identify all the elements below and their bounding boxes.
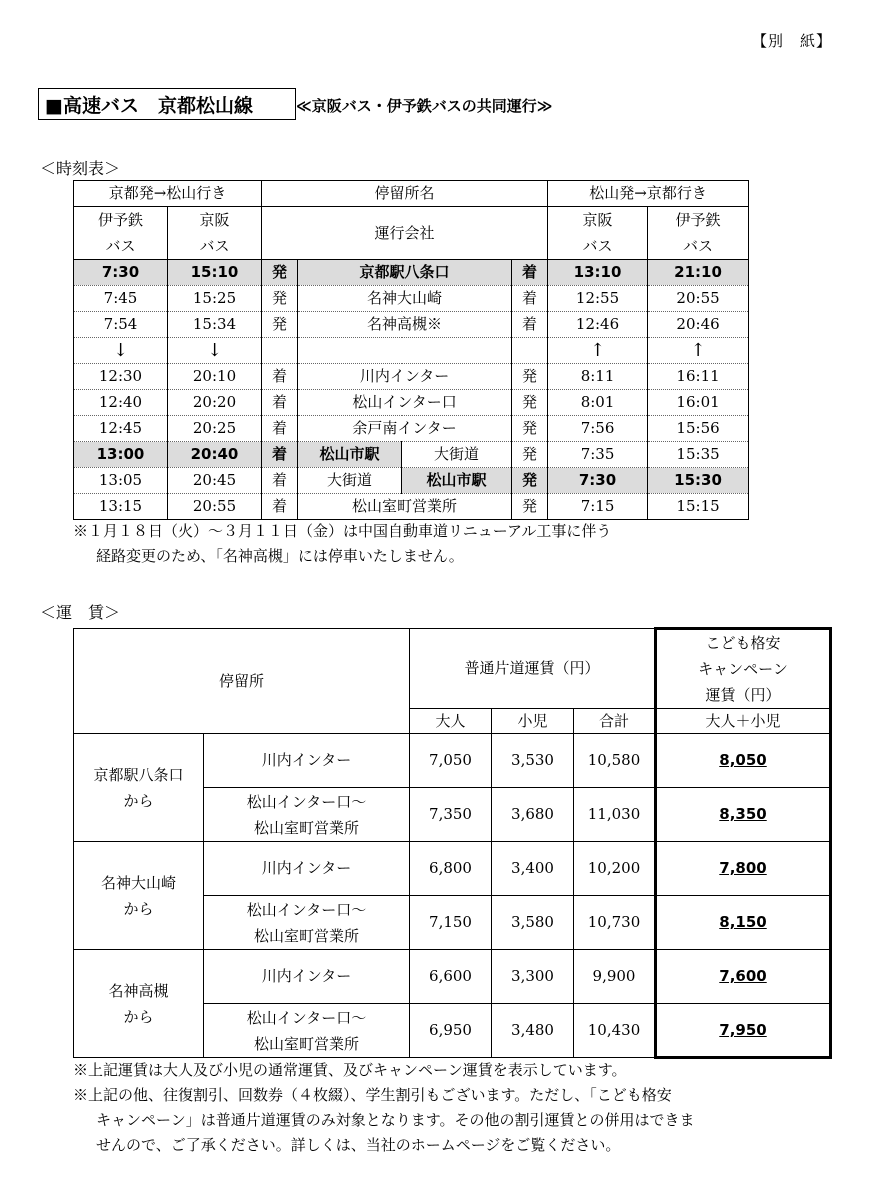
time-cell: 13:15: [74, 494, 168, 520]
campaign-fare: 8,350: [656, 788, 831, 842]
stop-name: 名神大山崎: [298, 286, 512, 312]
up-arrow-icon: ↑: [648, 338, 749, 364]
dep-arr-mark: 着: [262, 390, 298, 416]
campaign-fare: 7,950: [656, 1004, 831, 1058]
dep-arr-mark: 着: [512, 260, 548, 286]
time-cell: 13:05: [74, 468, 168, 494]
header-normal-fare: 普通片道運賃（円）: [410, 629, 656, 709]
destination-stop: 松山インター口～ 松山室町営業所: [204, 788, 410, 842]
header-iyotetsu-bus: 伊予鉄 バス: [74, 207, 168, 260]
timetable-row: [74, 286, 749, 312]
origin-stop: 京都駅八条口 から: [74, 734, 204, 842]
dep-arr-mark: 発: [512, 494, 548, 520]
time-cell: 15:56: [648, 416, 749, 442]
time-cell: 13:10: [548, 260, 648, 286]
time-cell: 12:40: [74, 390, 168, 416]
header-kyoto-to-matsuyama: 京都発→松山行き: [74, 181, 262, 207]
total-fare: 10,430: [574, 1004, 656, 1058]
time-cell: 21:10: [648, 260, 749, 286]
adult-fare: 7,350: [410, 788, 492, 842]
fare-note: キャンペーン」は普通片道運賃のみ対象となります。その他の割引運賃との併用はできま: [96, 1111, 695, 1129]
stop-name: 松山インター口: [298, 390, 512, 416]
timetable-row: [74, 260, 749, 286]
fare-row: [74, 950, 831, 1004]
dep-arr-mark: 発: [512, 364, 548, 390]
child-fare: 3,480: [492, 1004, 574, 1058]
time-cell: 12:46: [548, 312, 648, 338]
adult-fare: 6,800: [410, 842, 492, 896]
time-cell: 15:34: [168, 312, 262, 338]
up-arrow-icon: ↑: [548, 338, 648, 364]
time-cell: 15:30: [648, 468, 749, 494]
timetable-row: [74, 494, 749, 520]
dep-arr-mark: 着: [262, 442, 298, 468]
origin-stop: 名神大山崎 から: [74, 842, 204, 950]
dep-arr-mark: 発: [512, 442, 548, 468]
header-keihan-bus-return: 京阪 バス: [548, 207, 648, 260]
time-cell: 20:10: [168, 364, 262, 390]
destination-stop: 松山インター口～ 松山室町営業所: [204, 1004, 410, 1058]
time-cell: 7:30: [548, 468, 648, 494]
fare-note: ※上記運賃は大人及び小児の通常運賃、及びキャンペーン運賃を表示しています。: [73, 1061, 627, 1079]
dep-arr-mark: 発: [512, 390, 548, 416]
time-cell: 8:01: [548, 390, 648, 416]
fare-note: せんので、ご了承ください。詳しくは、当社のホームページをご覧ください。: [96, 1136, 621, 1154]
fare-row: [74, 842, 831, 896]
down-arrow-icon: ↓: [74, 338, 168, 364]
dep-arr-mark: 発: [262, 286, 298, 312]
timetable-label: ＜時刻表＞: [40, 159, 121, 178]
time-cell: 15:15: [648, 494, 749, 520]
adult-fare: 7,050: [410, 734, 492, 788]
time-cell: 12:55: [548, 286, 648, 312]
time-cell: 20:20: [168, 390, 262, 416]
time-cell: 15:25: [168, 286, 262, 312]
header-adult: 大人: [410, 709, 492, 734]
dep-arr-mark: [262, 338, 298, 364]
adult-fare: 6,600: [410, 950, 492, 1004]
dep-arr-mark: 着: [262, 468, 298, 494]
fare-label: ＜運 賃＞: [40, 603, 121, 622]
dep-arr-mark: 発: [262, 260, 298, 286]
time-cell: 20:25: [168, 416, 262, 442]
child-fare: 3,530: [492, 734, 574, 788]
time-cell: 15:10: [168, 260, 262, 286]
down-arrow-icon: ↓: [168, 338, 262, 364]
timetable-row-arrows: [74, 338, 749, 364]
campaign-fare: 8,050: [656, 734, 831, 788]
time-cell: 13:00: [74, 442, 168, 468]
dep-arr-mark: 発: [512, 468, 548, 494]
total-fare: 10,200: [574, 842, 656, 896]
destination-stop: 松山インター口～ 松山室町営業所: [204, 896, 410, 950]
time-cell: 20:46: [648, 312, 749, 338]
time-cell: 12:45: [74, 416, 168, 442]
time-cell: 7:45: [74, 286, 168, 312]
dep-arr-mark: 着: [262, 364, 298, 390]
fare-note: ※上記の他、往復割引、回数券（４枚綴）、学生割引もございます。ただし、「こども格安: [73, 1086, 672, 1104]
page-title: ■高速バス 京都松山線: [38, 88, 296, 120]
attachment-label: 【別 紙】: [752, 32, 833, 50]
timetable-row: [74, 416, 749, 442]
timetable-note: ※１月１８日（火）～３月１１日（金）は中国自動車道リニューアル工事に伴う: [73, 522, 612, 540]
adult-fare: 7,150: [410, 896, 492, 950]
timetable-row: [74, 364, 749, 390]
dep-arr-mark: 着: [512, 312, 548, 338]
header-campaign-fare: こども格安 キャンペーン 運賃（円）: [656, 629, 831, 709]
dep-arr-mark: 着: [262, 494, 298, 520]
dep-arr-mark: 着: [262, 416, 298, 442]
dep-arr-mark: 発: [512, 416, 548, 442]
campaign-fare: 7,800: [656, 842, 831, 896]
campaign-fare: 7,600: [656, 950, 831, 1004]
destination-stop: 川内インター: [204, 842, 410, 896]
timetable-row: [74, 390, 749, 416]
stop-name: 川内インター: [298, 364, 512, 390]
timetable-row: [74, 468, 749, 494]
time-cell: 7:35: [548, 442, 648, 468]
total-fare: 10,580: [574, 734, 656, 788]
campaign-fare: 8,150: [656, 896, 831, 950]
stop-name: 松山市駅: [298, 442, 402, 468]
time-cell: 7:15: [548, 494, 648, 520]
destination-stop: 川内インター: [204, 950, 410, 1004]
stop-name: 大街道: [298, 468, 402, 494]
child-fare: 3,400: [492, 842, 574, 896]
time-cell: 20:55: [648, 286, 749, 312]
time-cell: 7:30: [74, 260, 168, 286]
stop-name: [298, 338, 512, 364]
origin-stop: 名神高槻 から: [74, 950, 204, 1058]
dep-arr-mark: [512, 338, 548, 364]
header-iyotetsu-bus-return: 伊予鉄 バス: [648, 207, 749, 260]
fare-table: [73, 627, 832, 1059]
child-fare: 3,680: [492, 788, 574, 842]
destination-stop: 川内インター: [204, 734, 410, 788]
header-operator: 運行会社: [262, 207, 548, 260]
stop-name: 松山室町営業所: [298, 494, 512, 520]
time-cell: 16:01: [648, 390, 749, 416]
header-total: 合計: [574, 709, 656, 734]
stop-name: 京都駅八条口: [298, 260, 512, 286]
header-child: 小児: [492, 709, 574, 734]
timetable-row: [74, 442, 749, 468]
time-cell: 20:55: [168, 494, 262, 520]
timetable-note: 経路変更のため、「名神高槻」には停車いたしません。: [96, 547, 464, 565]
header-matsuyama-to-kyoto: 松山発→京都行き: [548, 181, 749, 207]
child-fare: 3,580: [492, 896, 574, 950]
timetable: [73, 180, 749, 520]
header-adult-plus-child: 大人＋小児: [656, 709, 831, 734]
adult-fare: 6,950: [410, 1004, 492, 1058]
time-cell: 16:11: [648, 364, 749, 390]
time-cell: 20:40: [168, 442, 262, 468]
time-cell: 7:54: [74, 312, 168, 338]
time-cell: 20:45: [168, 468, 262, 494]
total-fare: 10,730: [574, 896, 656, 950]
dep-arr-mark: 着: [512, 286, 548, 312]
total-fare: 9,900: [574, 950, 656, 1004]
page-subtitle: ≪京阪バス・伊予鉄バスの共同運行≫: [296, 97, 553, 115]
fare-row: [74, 734, 831, 788]
total-fare: 11,030: [574, 788, 656, 842]
header-stop-name: 停留所名: [262, 181, 548, 207]
child-fare: 3,300: [492, 950, 574, 1004]
stop-name: 名神高槻※: [298, 312, 512, 338]
dep-arr-mark: 発: [262, 312, 298, 338]
timetable-row: [74, 312, 749, 338]
time-cell: 15:35: [648, 442, 749, 468]
header-stop: 停留所: [74, 629, 410, 734]
time-cell: 7:56: [548, 416, 648, 442]
stop-name: 松山市駅: [402, 468, 512, 494]
time-cell: 8:11: [548, 364, 648, 390]
header-keihan-bus: 京阪 バス: [168, 207, 262, 260]
stop-name: 大街道: [402, 442, 512, 468]
time-cell: 12:30: [74, 364, 168, 390]
stop-name: 余戸南インター: [298, 416, 512, 442]
